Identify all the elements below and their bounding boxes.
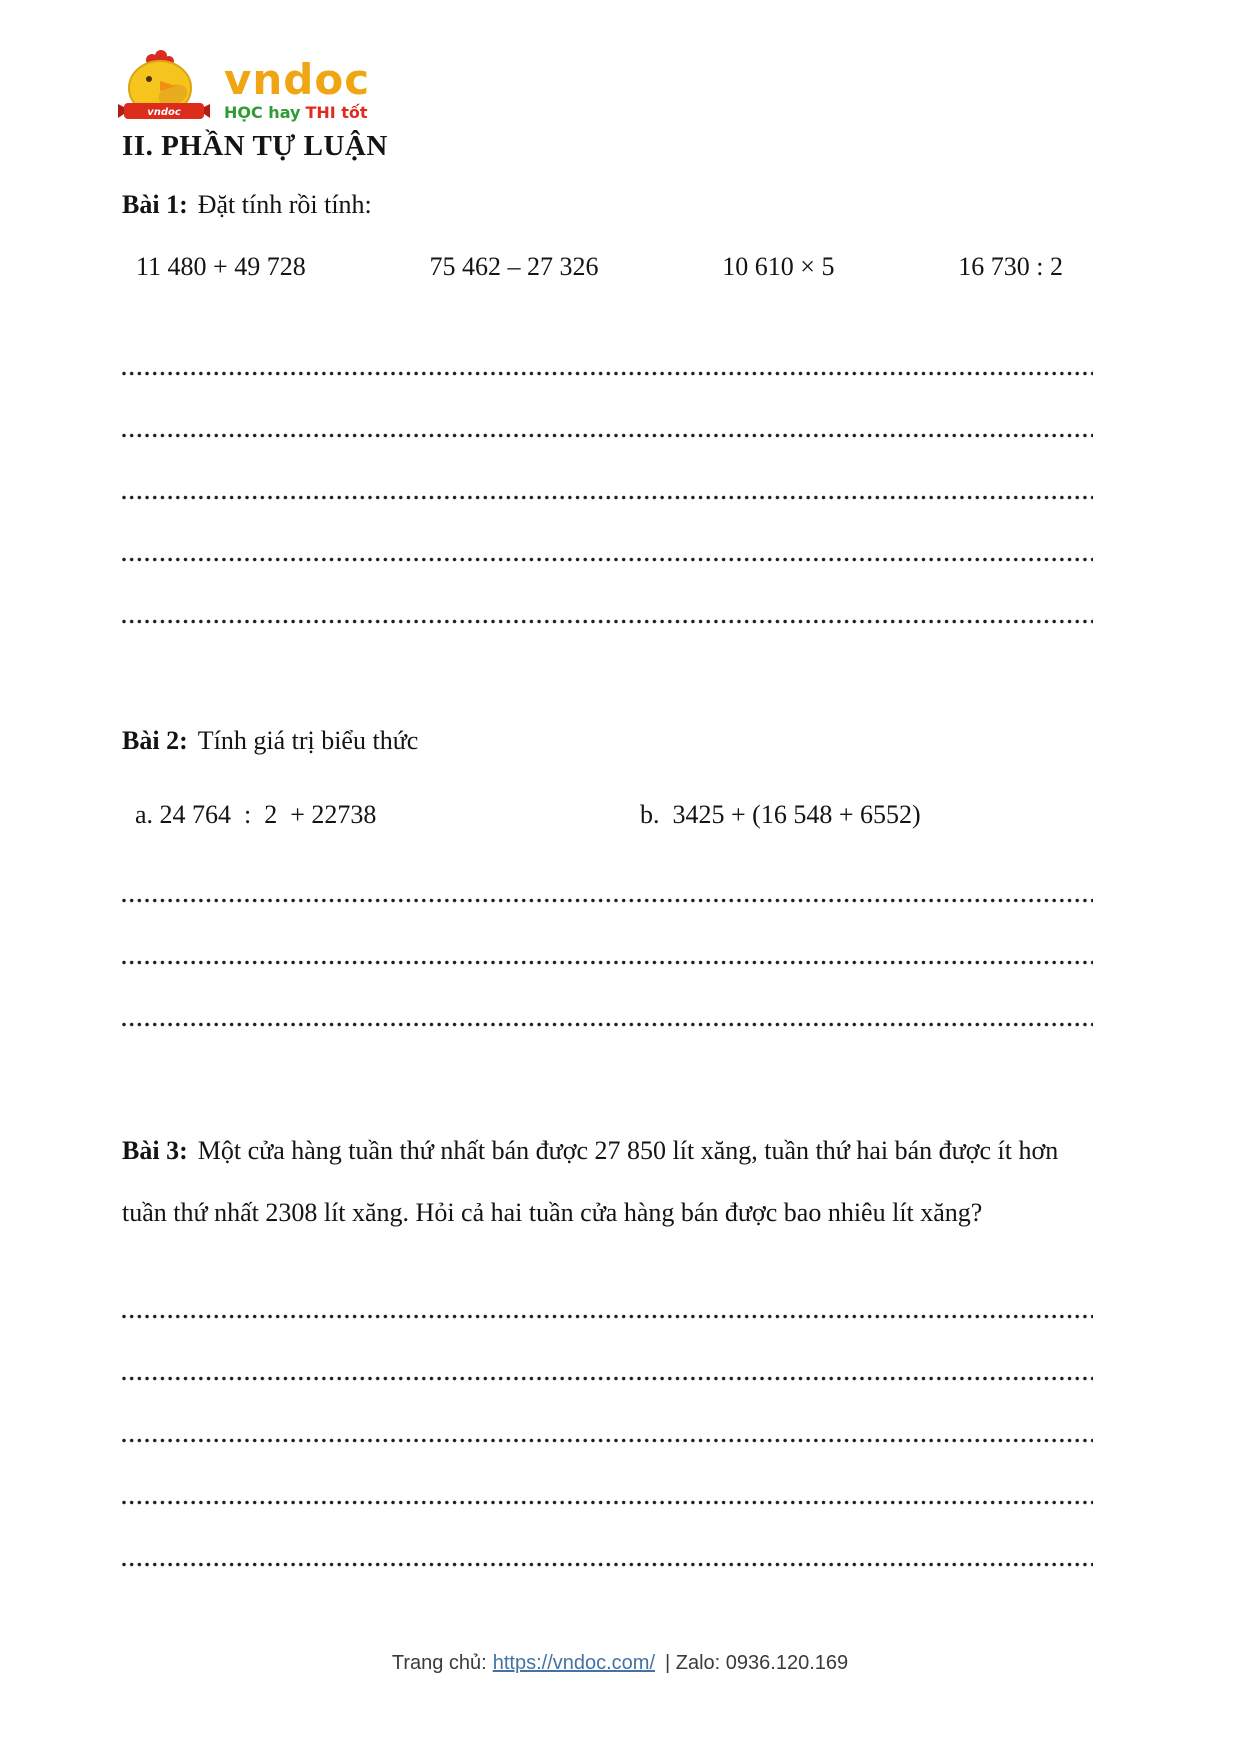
- exercise-2-title: [122, 726, 418, 756]
- exercise-3-label: Bài 3:: [122, 1136, 188, 1165]
- answer-lines-exercise-1: [122, 371, 1093, 624]
- tagline-red: THI tốt: [305, 103, 368, 122]
- vndoc-chicken-icon: [116, 48, 212, 132]
- section-heading: II. PHẦN TỰ LUẬN: [122, 130, 388, 162]
- dotted-answer-line: [122, 495, 1093, 500]
- answer-lines-exercise-2: [122, 898, 1093, 1027]
- math-problem-multiplication: 10 610 × 5: [722, 252, 835, 281]
- math-problem-addition: 11 480 + 49 728: [136, 252, 306, 281]
- dotted-answer-line: [122, 898, 1093, 903]
- footer-home-label: Trang chủ:: [391, 1652, 487, 1674]
- dotted-answer-line: [122, 960, 1093, 965]
- logo-banner-text: vndoc: [147, 107, 181, 118]
- home-link[interactable]: https://vndoc.com/: [492, 1652, 656, 1674]
- dotted-answer-line: [122, 557, 1093, 562]
- exercise-1-prompt: Đặt tính rồi tính:: [197, 190, 372, 219]
- exercise-1-title: [122, 190, 372, 220]
- math-problem-division: 16 730 : 2: [958, 252, 1063, 281]
- dotted-answer-line: [122, 371, 1093, 376]
- dotted-answer-line: [122, 1500, 1093, 1505]
- tagline-green: HỌC hay: [224, 103, 301, 122]
- footer-zalo-text: | Zalo: 0936.120.169: [665, 1652, 849, 1674]
- math-expression-a: a. 24 764 : 2 + 22738: [135, 800, 377, 829]
- exercise-2-label: Bài 2:: [122, 726, 188, 755]
- exercise-1-problems-row: [136, 252, 1063, 282]
- exercise-2-prompt: Tính giá trị biểu thức: [197, 726, 419, 755]
- dotted-answer-line: [122, 1022, 1093, 1027]
- exercise-3-prompt: Một cửa hàng tuần thứ nhất bán được 27 850 lít xăng, tuần thứ hai bán được ít hơn tuần thứ nhất 2308 lít xăng. Hỏi cả hai tuần cửa hàng bán được bao nhiêu lít xăng?: [122, 1136, 1059, 1227]
- exercise-3-word-problem: [122, 1120, 1084, 1244]
- exercise-1-label: Bài 1:: [122, 190, 188, 219]
- logo-tagline: [224, 105, 370, 121]
- answer-lines-exercise-3: [122, 1314, 1093, 1567]
- vndoc-logo: [116, 48, 370, 132]
- dotted-answer-line: [122, 1438, 1093, 1443]
- brand-wordmark: vndoc: [224, 55, 371, 104]
- dotted-answer-line: [122, 433, 1093, 438]
- dotted-answer-line: [122, 1314, 1093, 1319]
- math-expression-b: b. 3425 + (16 548 + 6552): [640, 800, 921, 829]
- dotted-answer-line: [122, 1562, 1093, 1567]
- page-footer: [0, 1652, 1240, 1675]
- dotted-answer-line: [122, 619, 1093, 624]
- math-problem-subtraction: 75 462 – 27 326: [429, 252, 599, 281]
- exercise-2-problems-row: [0, 800, 1240, 840]
- dotted-answer-line: [122, 1376, 1093, 1381]
- logo-text-column: [224, 55, 371, 122]
